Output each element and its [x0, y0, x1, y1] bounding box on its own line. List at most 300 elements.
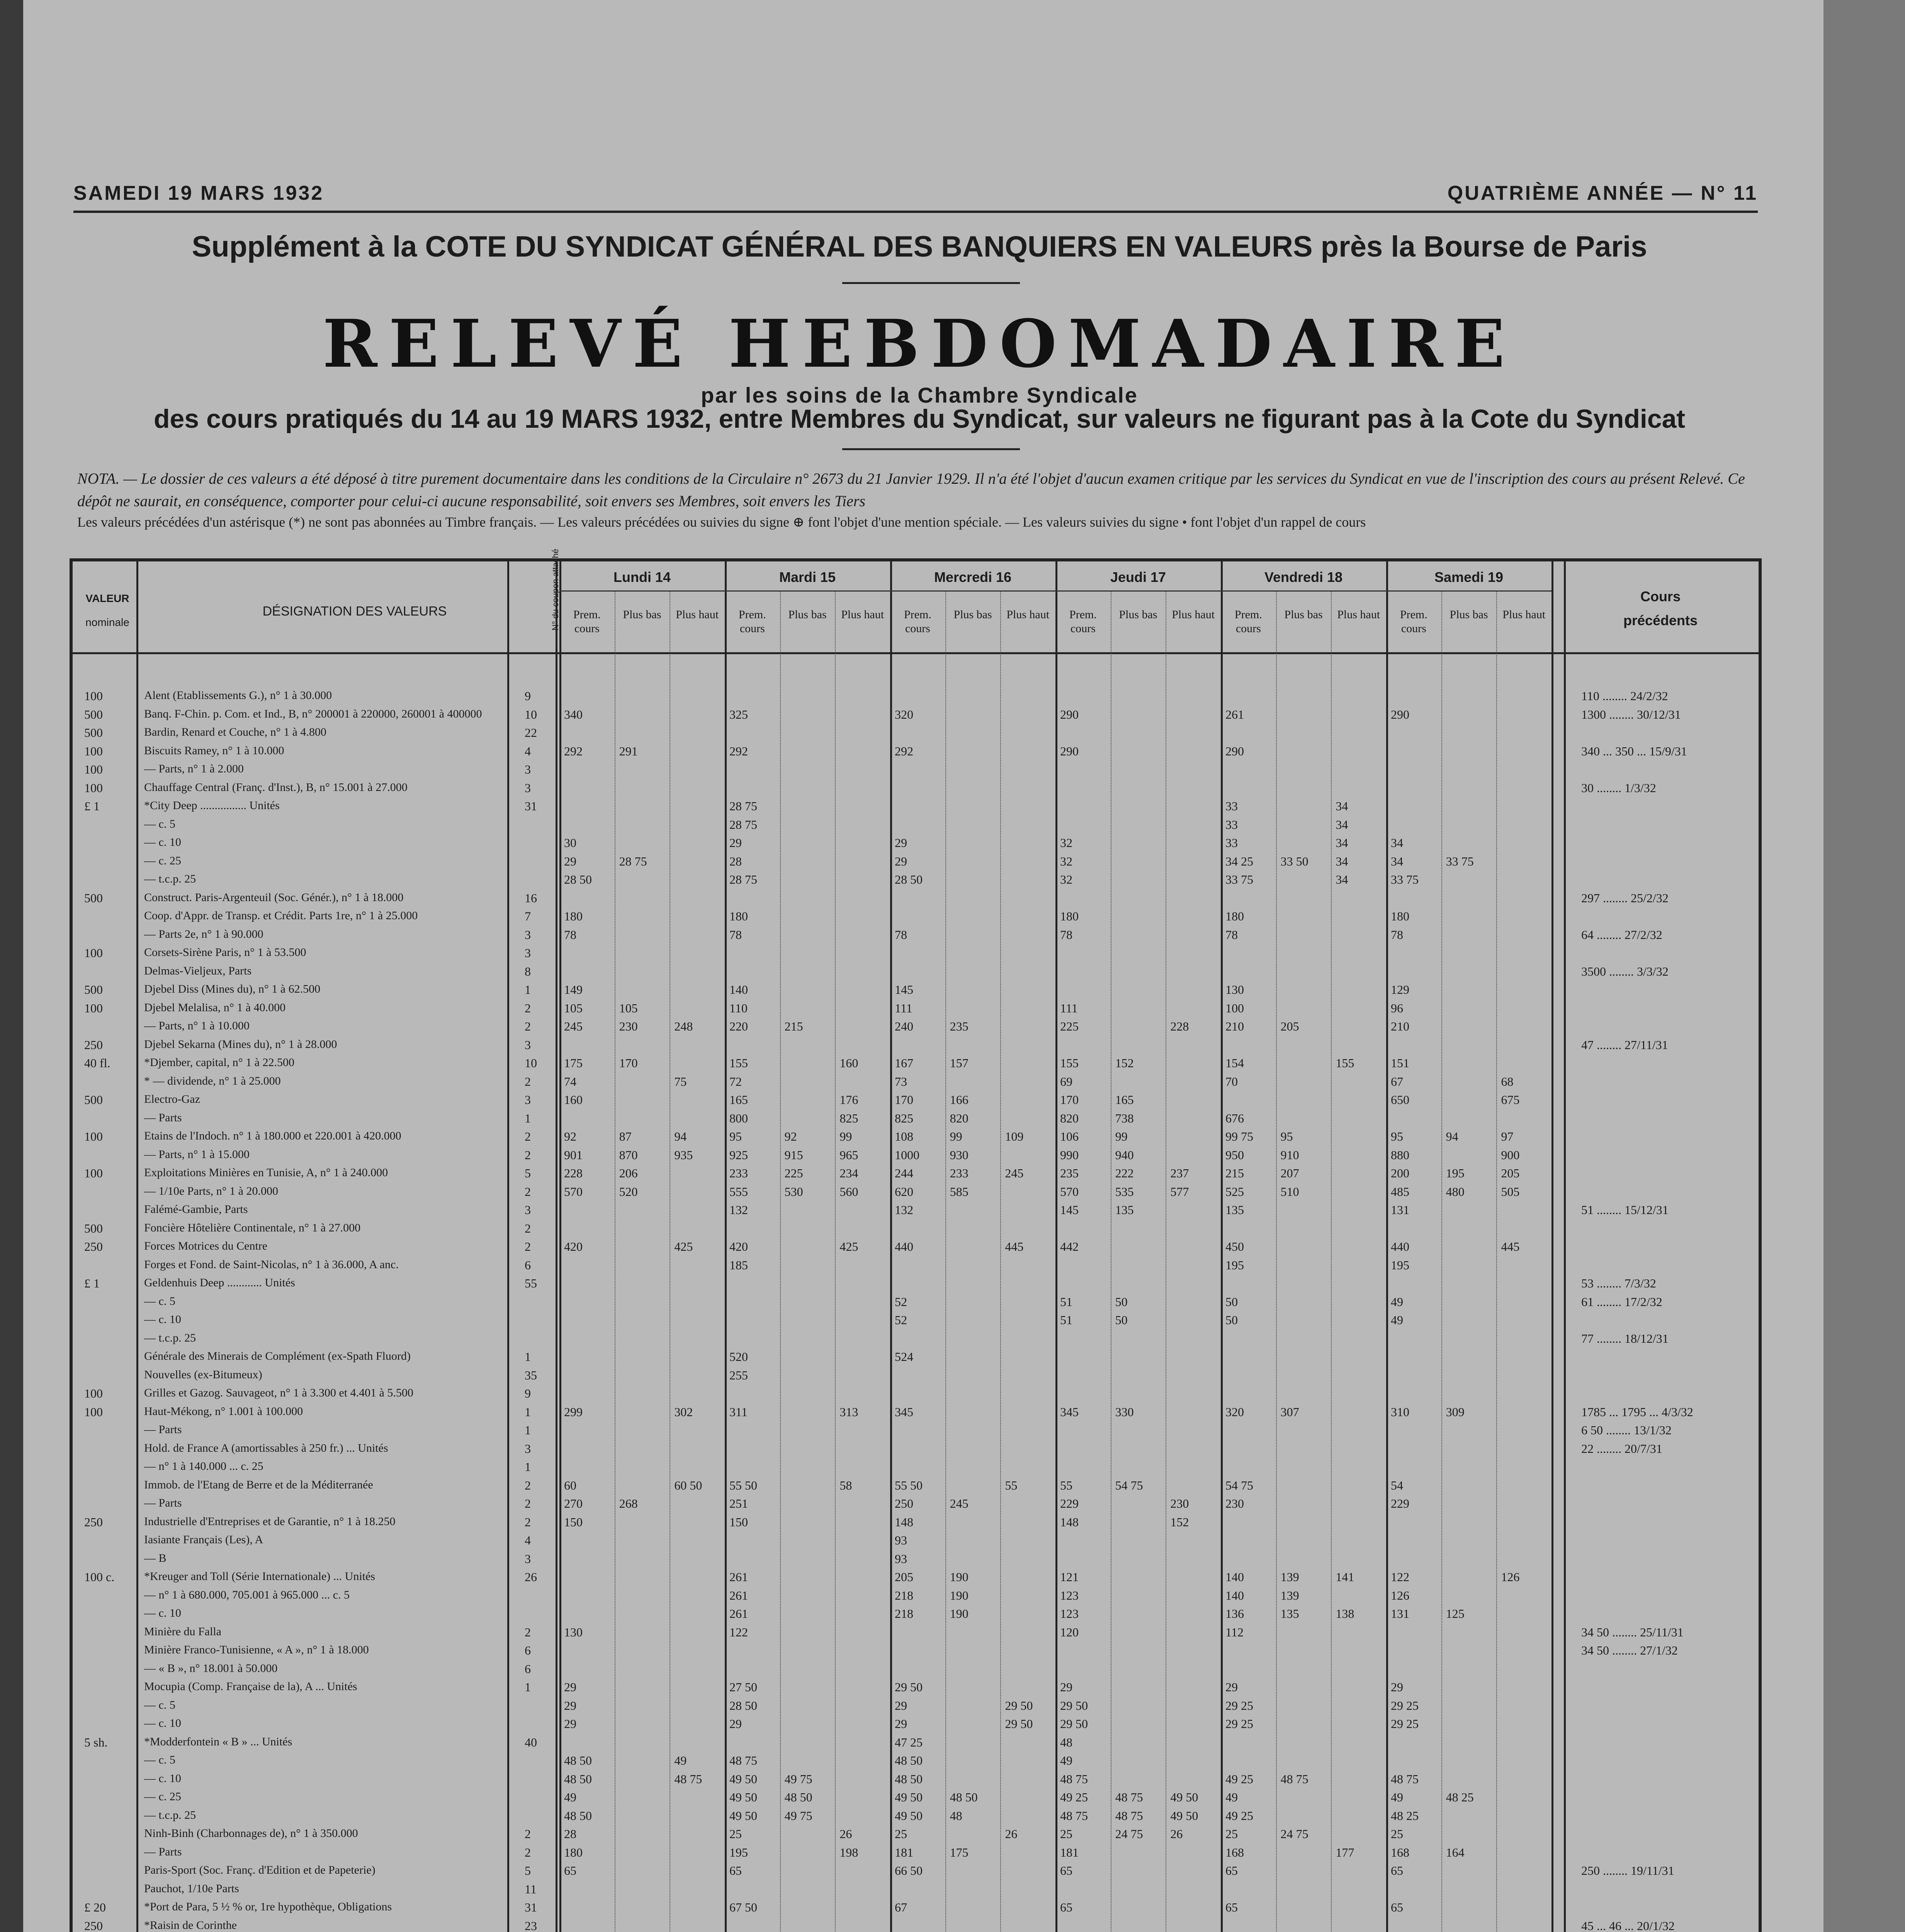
quote-cell: 78	[1060, 927, 1072, 942]
quote-cell: 139	[1280, 1588, 1299, 1602]
quote-cell: 100	[1225, 1001, 1244, 1015]
quote-cell: 34	[1336, 854, 1348, 868]
quote-cell: 48 75	[1115, 1790, 1143, 1804]
security-name: — c. 5	[144, 1753, 175, 1766]
coupon-number: 5	[525, 1166, 531, 1180]
coupon-number: 6	[525, 1643, 531, 1657]
day-header-1: Lundi 14	[613, 569, 671, 585]
col-designation-header: DÉSIGNATION DES VALEURS	[262, 604, 447, 619]
coupon-number: 1	[525, 1111, 531, 1125]
day-header-4: Jeudi 17	[1110, 569, 1166, 585]
coupon-number: 2	[525, 1845, 531, 1859]
table-row	[73, 946, 1757, 962]
quote-cell: 139	[1280, 1570, 1299, 1584]
quote-cell: 261	[729, 1607, 748, 1621]
quote-cell: 190	[950, 1607, 969, 1621]
quote-cell: 52	[895, 1313, 907, 1327]
coupon-number: 2	[525, 1478, 531, 1492]
security-name: — Parts	[144, 1423, 182, 1436]
quote-cell: 111	[895, 1001, 913, 1015]
quote-cell: 195	[1225, 1258, 1244, 1272]
coupon-number: 2	[525, 1240, 531, 1253]
security-name: — Parts	[144, 1497, 182, 1509]
day-subheader: Prem. cours	[1234, 608, 1262, 635]
issue-number: QUATRIÈME ANNÉE — N° 11	[1447, 182, 1758, 204]
security-name: — n° 1 à 680.000, 705.001 à 965.000 ... c. 5	[144, 1588, 350, 1601]
quote-cell: 310	[1391, 1405, 1409, 1419]
quote-cell: 49 75	[784, 1808, 812, 1823]
quote-cell: 309	[1446, 1405, 1465, 1419]
quote-cell: 940	[1115, 1148, 1134, 1162]
security-name: *Modderfontein « B » ... Unités	[144, 1735, 292, 1748]
quote-cell: 50	[1115, 1294, 1128, 1309]
quote-cell: 230	[619, 1019, 638, 1033]
quote-cell: 66 50	[895, 1864, 923, 1878]
coupon-number: 3	[525, 1093, 531, 1107]
quote-cell: 825	[839, 1111, 858, 1125]
security-name: — Parts, n° 1 à 2.000	[144, 762, 244, 775]
quote-cell: 49	[1391, 1313, 1403, 1327]
nominal-value: 100	[84, 689, 103, 703]
previous-quote: 340 ... 350 ... 15/9/31	[1581, 744, 1687, 758]
nominal-value: 100	[84, 1129, 103, 1143]
quote-cell: 207	[1280, 1166, 1299, 1180]
coupon-number: 6	[525, 1662, 531, 1676]
quote-cell: 105	[619, 1001, 638, 1015]
quote-cell: 510	[1280, 1184, 1299, 1199]
quote-cell: 69	[1060, 1074, 1072, 1088]
table-row	[73, 928, 1757, 944]
table-row	[73, 964, 1757, 981]
quote-cell: 48 50	[564, 1753, 592, 1767]
header-bottom-rule	[73, 652, 1759, 654]
quote-cell: 425	[674, 1240, 693, 1253]
table-row	[73, 1864, 1757, 1880]
security-name: Forces Motrices du Centre	[144, 1240, 268, 1252]
security-name: Alent (Etablissements G.), n° 1 à 30.000	[144, 689, 332, 702]
quote-cell: 48 75	[1060, 1772, 1088, 1786]
quote-cell: 50	[1225, 1313, 1238, 1327]
quote-cell: 140	[1225, 1588, 1244, 1602]
table-row	[73, 1368, 1757, 1384]
quote-cell: 55	[1060, 1478, 1072, 1492]
quote-cell: 24 75	[1280, 1827, 1309, 1841]
quote-cell: 48 25	[1446, 1790, 1474, 1804]
quote-cell: 34	[1336, 836, 1348, 850]
table-row	[73, 781, 1757, 797]
quote-cell: 48	[1060, 1735, 1072, 1749]
masthead-rule	[73, 211, 1758, 213]
day-subheader: Plus bas	[953, 608, 992, 621]
security-name: — B	[144, 1551, 167, 1565]
quote-cell: 676	[1225, 1111, 1244, 1125]
table-row	[73, 1552, 1757, 1568]
quote-cell: 49	[1391, 1790, 1403, 1804]
quote-cell: 123	[1060, 1607, 1079, 1621]
quote-cell: 164	[1446, 1845, 1465, 1859]
security-name: — Parts	[144, 1111, 182, 1124]
coupon-number: 9	[525, 689, 531, 703]
previous-quote: 77 ........ 18/12/31	[1581, 1331, 1669, 1345]
quote-cell: 121	[1060, 1570, 1079, 1584]
nominal-value: 100	[84, 762, 103, 776]
table-row	[73, 1240, 1757, 1256]
table-row	[73, 1276, 1757, 1293]
coupon-number: 35	[525, 1368, 537, 1382]
table-row	[73, 1533, 1757, 1549]
supplement-line: Supplément à la COTE DU SYNDICAT GÉNÉRAL DES BANQUIERS EN VALEURS près la Bourse de Paris	[192, 230, 1647, 263]
quote-cell: 122	[1391, 1570, 1409, 1584]
quote-cell: 157	[950, 1056, 969, 1070]
quote-cell: 93	[895, 1551, 907, 1566]
quote-cell: 65	[1225, 1864, 1238, 1878]
quote-cell: 68	[1501, 1074, 1514, 1088]
security-name: *Port de Para, 5 ½ % or, 1re hypothèque, Obligations	[144, 1900, 392, 1913]
quote-cell: 345	[895, 1405, 913, 1419]
coupon-number: 4	[525, 744, 531, 758]
quote-cell: 235	[1060, 1166, 1079, 1180]
quote-cell: 65	[1060, 1864, 1072, 1878]
previous-quote: 30 ........ 1/3/32	[1581, 781, 1656, 795]
quote-cell: 140	[1225, 1570, 1244, 1584]
quote-cell: 29	[564, 1717, 576, 1731]
table-row	[73, 1827, 1757, 1843]
quote-cell: 78	[1391, 927, 1403, 942]
quote-cell: 54 75	[1225, 1478, 1253, 1492]
table-row	[73, 818, 1757, 834]
quote-cell: 28 50	[895, 872, 923, 886]
quote-cell: 28	[729, 854, 742, 868]
nominal-value: £ 1	[84, 1276, 100, 1290]
quote-cell: 120	[1060, 1625, 1079, 1639]
nominal-value: 500	[84, 1093, 103, 1107]
quote-cell: 950	[1225, 1148, 1244, 1162]
quote-cell: 340	[564, 707, 583, 721]
quote-cell: 210	[1225, 1019, 1244, 1033]
quote-cell: 820	[1060, 1111, 1079, 1125]
day-subheader: Plus haut	[1337, 608, 1380, 621]
table-row	[73, 1845, 1757, 1862]
quote-cell: 160	[564, 1093, 583, 1107]
security-name: *City Deep ................ Unités	[144, 799, 280, 812]
security-name: — Parts, n° 1 à 10.000	[144, 1019, 250, 1032]
previous-quote: 1785 ... 1795 ... 4/3/32	[1581, 1405, 1693, 1419]
security-name: Coop. d'Appr. de Transp. et Crédit. Parts 1re, n° 1 à 25.000	[144, 909, 418, 922]
quote-cell: 29 50	[895, 1680, 923, 1694]
coupon-number: 7	[525, 909, 531, 923]
security-name: Nouvelles (ex-Bitumeux)	[144, 1368, 262, 1381]
coupon-number: 9	[525, 1386, 531, 1400]
security-name: Etains de l'Indoch. n° 1 à 180.000 et 220.001 à 420.000	[144, 1129, 401, 1142]
coupon-number: 26	[525, 1570, 537, 1584]
coupon-number: 10	[525, 707, 537, 721]
previous-quote: 53 ........ 7/3/32	[1581, 1276, 1656, 1290]
quote-cell: 99	[1115, 1129, 1128, 1143]
quote-cell: 250	[895, 1497, 913, 1510]
quote-cell: 148	[1060, 1515, 1079, 1529]
security-name: Djebel Diss (Mines du), n° 1 à 62.500	[144, 983, 321, 995]
quote-cell: 480	[1446, 1184, 1465, 1199]
quote-cell: 110	[729, 1001, 748, 1015]
coupon-number: 3	[525, 1203, 531, 1217]
table-row	[73, 1350, 1757, 1366]
quote-cell: 29 25	[1391, 1717, 1419, 1731]
quote-cell: 290	[1060, 744, 1079, 758]
quote-cell: 290	[1225, 744, 1244, 758]
nominal-value: 5 sh.	[84, 1735, 108, 1749]
quote-cell: 29 50	[1060, 1717, 1088, 1731]
quote-cell: 94	[674, 1129, 687, 1143]
quote-cell: 99 75	[1225, 1129, 1253, 1143]
day-subheader: Prem. cours	[904, 608, 931, 635]
table-row	[73, 836, 1757, 852]
short-rule	[842, 282, 1020, 284]
quote-cell: 302	[674, 1405, 693, 1419]
quote-cell: 48 75	[1391, 1772, 1419, 1786]
security-name: Immob. de l'Etang de Berre et de la Méditerranée	[144, 1478, 373, 1491]
quote-cell: 200	[1391, 1166, 1409, 1180]
quote-cell: 67	[1391, 1074, 1403, 1088]
security-name: — c. 10	[144, 1772, 181, 1785]
quote-cell: 245	[950, 1497, 969, 1510]
quote-cell: 270	[564, 1497, 583, 1510]
quote-cell: 97	[1501, 1129, 1514, 1143]
coupon-number: 2	[525, 1497, 531, 1510]
coupon-number: 2	[525, 1129, 531, 1143]
security-name: Chauffage Central (Franç. d'Inst.), B, n° 15.001 à 27.000	[144, 781, 408, 794]
quote-cell: 25	[895, 1827, 907, 1841]
quote-cell: 48	[950, 1808, 962, 1823]
nominal-value: 100	[84, 1001, 103, 1015]
security-name: Corsets-Sirène Paris, n° 1 à 53.500	[144, 946, 306, 959]
day-subheader: Plus bas	[1119, 608, 1157, 621]
quote-cell: 440	[895, 1240, 913, 1253]
quote-cell: 290	[1391, 707, 1409, 721]
quote-cell: 48 75	[674, 1772, 702, 1786]
security-name: Djebel Melalisa, n° 1 à 40.000	[144, 1001, 286, 1014]
security-name: Banq. F-Chin. p. Com. et Ind., B, n° 200001 à 220000, 260001 à 400000	[144, 707, 482, 720]
quote-cell: 130	[1225, 983, 1244, 997]
quote-cell: 195	[1391, 1258, 1409, 1272]
quote-cell: 292	[895, 744, 913, 758]
security-name: *Djember, capital, n° 1 à 22.500	[144, 1056, 295, 1069]
previous-quote: 1300 ........ 30/12/31	[1581, 707, 1681, 721]
table-row	[73, 1148, 1757, 1164]
quote-cell: 65	[1391, 1864, 1403, 1878]
table-row	[73, 1405, 1757, 1421]
coupon-number: 2	[525, 1074, 531, 1088]
security-name: Haut-Mékong, n° 1.001 à 100.000	[144, 1405, 303, 1418]
quote-cell: 450	[1225, 1240, 1244, 1253]
table-row	[73, 1515, 1757, 1531]
table-row	[73, 1717, 1757, 1733]
quote-cell: 28 50	[729, 1698, 757, 1713]
table-row	[73, 726, 1757, 742]
quote-cell: 442	[1060, 1240, 1079, 1253]
security-name: Iasiante Français (Les), A	[144, 1533, 263, 1546]
quote-cell: 49 50	[729, 1790, 757, 1804]
quote-cell: 29 50	[1005, 1717, 1033, 1731]
nominal-value: 250	[84, 1515, 103, 1529]
quote-cell: 48 50	[895, 1772, 923, 1786]
quote-cell: 29	[895, 836, 907, 850]
quote-cell: 198	[839, 1845, 858, 1859]
day-subheader: Plus haut	[1502, 608, 1546, 621]
coupon-number: 1	[525, 1680, 531, 1694]
security-name: — Parts, n° 1 à 15.000	[144, 1148, 250, 1161]
quote-cell: 95	[729, 1129, 742, 1143]
previous-quote: 22 ........ 20/7/31	[1581, 1441, 1662, 1456]
security-name: — c. 5	[144, 1698, 175, 1711]
coupon-number: 23	[525, 1918, 537, 1932]
quote-cell: 800	[729, 1111, 748, 1125]
quote-cell: 108	[895, 1129, 913, 1143]
table-row	[73, 1295, 1757, 1311]
nominal-value: 40 fl.	[84, 1056, 110, 1070]
nominal-value: 250	[84, 1240, 103, 1253]
quote-cell: 237	[1170, 1166, 1189, 1180]
quote-cell: 291	[619, 744, 638, 758]
quote-cell: 29	[564, 854, 576, 868]
quote-cell: 78	[895, 927, 907, 942]
table-row	[73, 744, 1757, 760]
quote-cell: 122	[729, 1625, 748, 1639]
security-name: *Raisin de Corinthe	[144, 1918, 237, 1932]
quote-cell: 105	[564, 1001, 583, 1015]
quote-cell: 50	[1225, 1294, 1238, 1309]
quote-cell: 126	[1391, 1588, 1409, 1602]
quote-cell: 49 50	[1170, 1790, 1198, 1804]
coupon-number: 40	[525, 1735, 537, 1749]
quote-cell: 150	[564, 1515, 583, 1529]
table-row	[73, 1056, 1757, 1072]
security-name: — Parts	[144, 1845, 182, 1858]
quote-cell: 230	[1170, 1497, 1189, 1510]
quote-cell: 55	[1005, 1478, 1018, 1492]
table-row	[73, 1019, 1757, 1036]
day-subheader: Prem. cours	[1069, 608, 1097, 635]
security-name: Mocupia (Comp. Française de la), A ... Unités	[144, 1680, 357, 1693]
quote-cell: 195	[729, 1845, 748, 1859]
quote-cell: 49 25	[1225, 1808, 1253, 1823]
quote-cell: 901	[564, 1148, 583, 1162]
security-name: Biscuits Ramey, n° 1 à 10.000	[144, 744, 284, 757]
security-name: Hold. de France A (amortissables à 250 fr.) ... Unités	[144, 1441, 388, 1454]
quote-cell: 95	[1391, 1129, 1403, 1143]
quote-cell: 325	[729, 707, 748, 721]
table-row	[73, 854, 1757, 871]
quote-cell: 420	[564, 1240, 583, 1253]
quote-cell: 910	[1280, 1148, 1299, 1162]
quote-cell: 29	[564, 1680, 576, 1694]
quote-cell: 145	[1060, 1203, 1079, 1217]
quote-cell: 165	[729, 1093, 748, 1107]
previous-quote: 45 ... 46 ... 20/1/32	[1581, 1918, 1675, 1932]
quote-cell: 67	[895, 1900, 907, 1914]
col-coupon-header: N° du coupon attaché	[551, 549, 560, 631]
subtitle: par les soins de la Chambre Syndicale	[701, 383, 1138, 407]
quote-cell: 190	[950, 1588, 969, 1602]
quote-cell: 48 75	[1060, 1808, 1088, 1823]
quote-cell: 51	[1060, 1313, 1072, 1327]
quote-cell: 60 50	[674, 1478, 702, 1492]
security-name: Grilles et Gazog. Sauvageot, n° 1 à 3.300 et 4.401 à 5.500	[144, 1386, 413, 1399]
table-row	[73, 1809, 1757, 1825]
quote-cell: 261	[729, 1570, 748, 1584]
quote-cell: 290	[1060, 707, 1079, 721]
date-range-line: des cours pratiqués du 14 au 19 MARS 1932, entre Membres du Syndicat, sur valeurs ne figurant pas à la Cote du Syndicat	[153, 404, 1686, 434]
table-row	[73, 1772, 1757, 1788]
quote-cell: 65	[564, 1864, 576, 1878]
quote-cell: 445	[1501, 1240, 1520, 1253]
quotes-table	[70, 549, 1762, 1932]
quote-cell: 33	[1225, 799, 1238, 813]
day-subheader: Prem. cours	[1400, 608, 1427, 635]
quote-cell: 251	[729, 1497, 748, 1510]
quote-cell: 48 75	[1280, 1772, 1309, 1786]
coupon-number: 2	[525, 1001, 531, 1015]
nota-text: NOTA. — Le dossier de ces valeurs a été déposé à titre purement documentaire dans les conditions de la Circulaire n° 2673 du 21 Janvier 1929. Il n'a été l'objet d'aucun examen critique par les services du Syndicat en vue de l'inscription des cours au présent Relevé. Ce dépôt ne saurait, en conséquence, comporter pour celui-ci aucune responsabilité, soit envers ses Membres, soit envers les Tiers	[77, 470, 1745, 510]
quote-cell: 181	[895, 1845, 913, 1859]
security-name: — c. 10	[144, 1717, 181, 1730]
quote-cell: 27 50	[729, 1680, 757, 1694]
quote-cell: 520	[619, 1184, 638, 1199]
quote-cell: 55 50	[729, 1478, 757, 1492]
quote-cell: 935	[674, 1148, 693, 1162]
table-row	[73, 1680, 1757, 1696]
quote-cell: 34 25	[1225, 854, 1253, 868]
quote-cell: 205	[895, 1570, 913, 1584]
security-name: Minière du Falla	[144, 1625, 221, 1638]
quote-cell: 29 25	[1391, 1698, 1419, 1713]
table-row	[73, 1662, 1757, 1678]
table-row	[73, 1093, 1757, 1109]
quote-cell: 29 50	[1060, 1698, 1088, 1713]
quote-cell: 48 50	[564, 1772, 592, 1786]
quote-cell: 48 50	[564, 1808, 592, 1823]
quote-cell: 155	[729, 1056, 748, 1070]
table-row	[73, 891, 1757, 907]
quote-cell: 49 50	[729, 1772, 757, 1786]
quote-cell: 50	[1115, 1313, 1128, 1327]
quote-cell: 34	[1391, 854, 1403, 868]
quote-cell: 825	[895, 1111, 913, 1125]
quote-cell: 218	[895, 1607, 913, 1621]
quote-cell: 141	[1336, 1570, 1354, 1584]
quote-cell: 67 50	[729, 1900, 757, 1914]
quote-cell: 26	[1170, 1827, 1183, 1841]
quote-cell: 675	[1501, 1093, 1520, 1107]
quote-cell: 620	[895, 1184, 913, 1199]
coupon-number: 8	[525, 964, 531, 978]
quote-cell: 33 75	[1225, 872, 1253, 886]
scan-edge	[0, 0, 23, 1932]
table-row	[73, 1313, 1757, 1329]
quote-cell: 123	[1060, 1588, 1079, 1602]
coupon-number: 3	[525, 946, 531, 960]
coupon-number: 2	[525, 1019, 531, 1033]
quote-cell: 30	[564, 836, 576, 850]
nominal-value: 250	[84, 1918, 103, 1932]
quote-cell: 29 25	[1225, 1717, 1253, 1731]
quote-cell: 75	[674, 1074, 687, 1088]
quote-cell: 92	[784, 1129, 797, 1143]
short-rule-2	[842, 448, 1020, 450]
quote-cell: 245	[1005, 1166, 1024, 1180]
coupon-number: 2	[525, 1221, 531, 1235]
table-row	[73, 1588, 1757, 1605]
nominal-value: 100	[84, 1386, 103, 1400]
